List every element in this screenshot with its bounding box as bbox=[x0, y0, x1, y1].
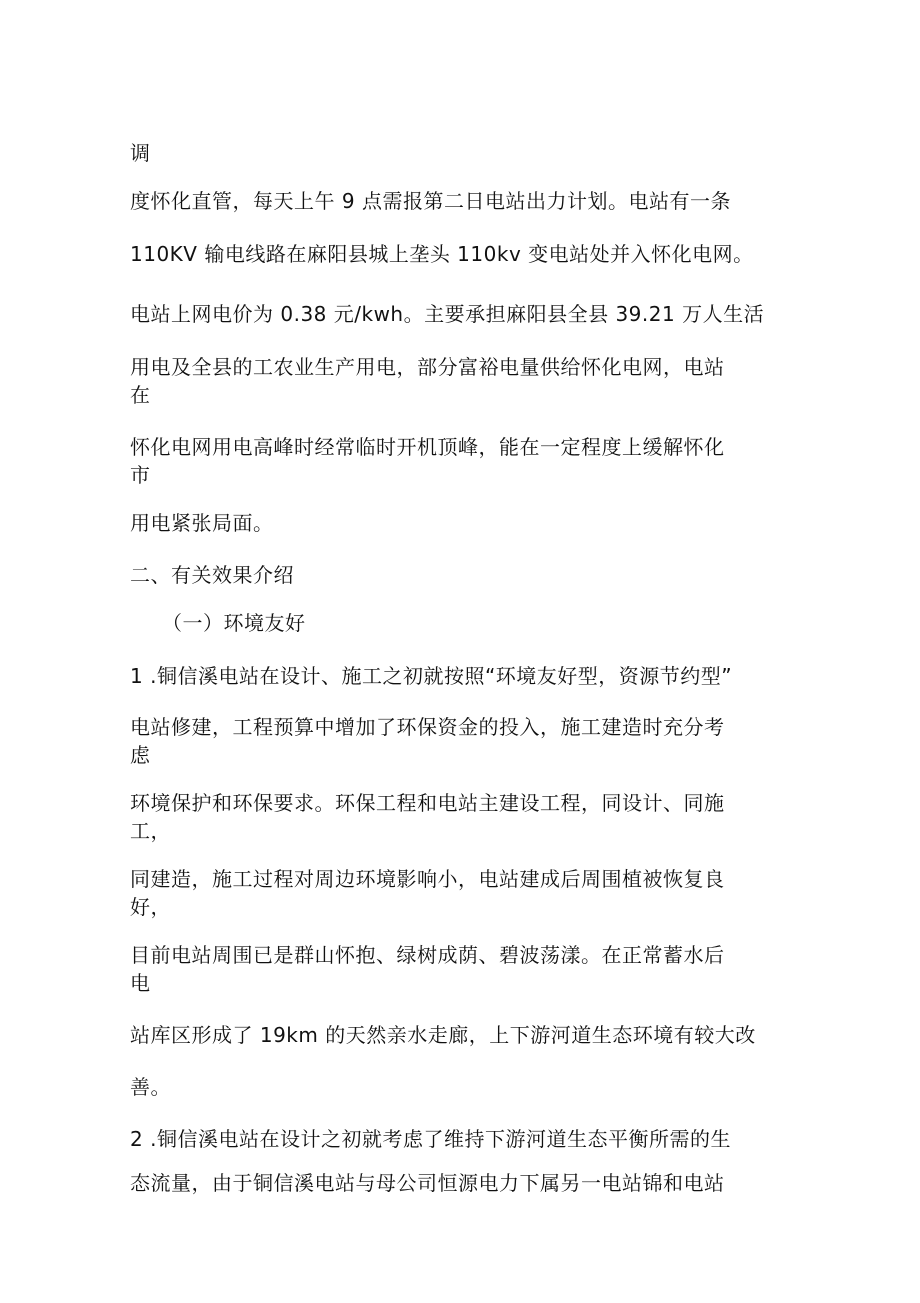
text-line: 用电及全县的工农业生产用电，部分富裕电量供给怀化电网，电站 bbox=[130, 355, 725, 379]
text-line: 怀化电网用电高峰时经常临时开机顶峰，能在一定程度上缓解怀化 bbox=[130, 435, 725, 459]
section-heading: 二、有关效果介绍 bbox=[130, 563, 294, 587]
text-line: 电 bbox=[130, 971, 151, 995]
text-line: 度怀化直管，每天上午 9 点需报第二日电站出力计划。电站有一条 bbox=[130, 189, 731, 213]
text-line: 态流量，由于铜信溪电站与母公司恒源电力下属另一电站锦和电站 bbox=[130, 1171, 725, 1195]
text-line: 1 .铜信溪电站在设计、施工之初就按照“环境友好型，资源节约型” bbox=[130, 664, 733, 688]
text-line: 环境保护和环保要求。环保工程和电站主建设工程，同设计、同施 bbox=[130, 791, 725, 815]
text-line: 虑 bbox=[130, 743, 151, 767]
text-line: 2 .铜信溪电站在设计之初就考虑了维持下游河道生态平衡所需的生 bbox=[130, 1127, 731, 1151]
text-line: 善。 bbox=[130, 1075, 171, 1099]
text-line: 在 bbox=[130, 383, 151, 407]
text-line: 用电紧张局面。 bbox=[130, 511, 274, 535]
text-line: 工， bbox=[130, 819, 171, 843]
text-line: 110KV 输电线路在麻阳县城上垄头 110kv 变电站处并入怀化电网。 bbox=[130, 242, 754, 266]
subsection-heading: （一）环境友好 bbox=[162, 611, 306, 635]
text-line: 电站修建，工程预算中增加了环保资金的投入，施工建造时充分考 bbox=[130, 715, 725, 739]
text-line: 好， bbox=[130, 895, 171, 919]
text-line: 市 bbox=[130, 463, 151, 487]
text-line: 目前电站周围已是群山怀抱、绿树成荫、碧波荡漾。在正常蓄水后 bbox=[130, 943, 725, 967]
text-line: 同建造，施工过程对周边环境影响小，电站建成后周围植被恢复良 bbox=[130, 867, 725, 891]
text-line: 调 bbox=[130, 141, 151, 165]
text-line: 电站上网电价为 0.38 元/kwh。主要承担麻阳县全县 39.21 万人生活 bbox=[130, 302, 765, 326]
text-line: 站库区形成了 19km 的天然亲水走廊，上下游河道生态环境有较大改 bbox=[130, 1023, 756, 1047]
